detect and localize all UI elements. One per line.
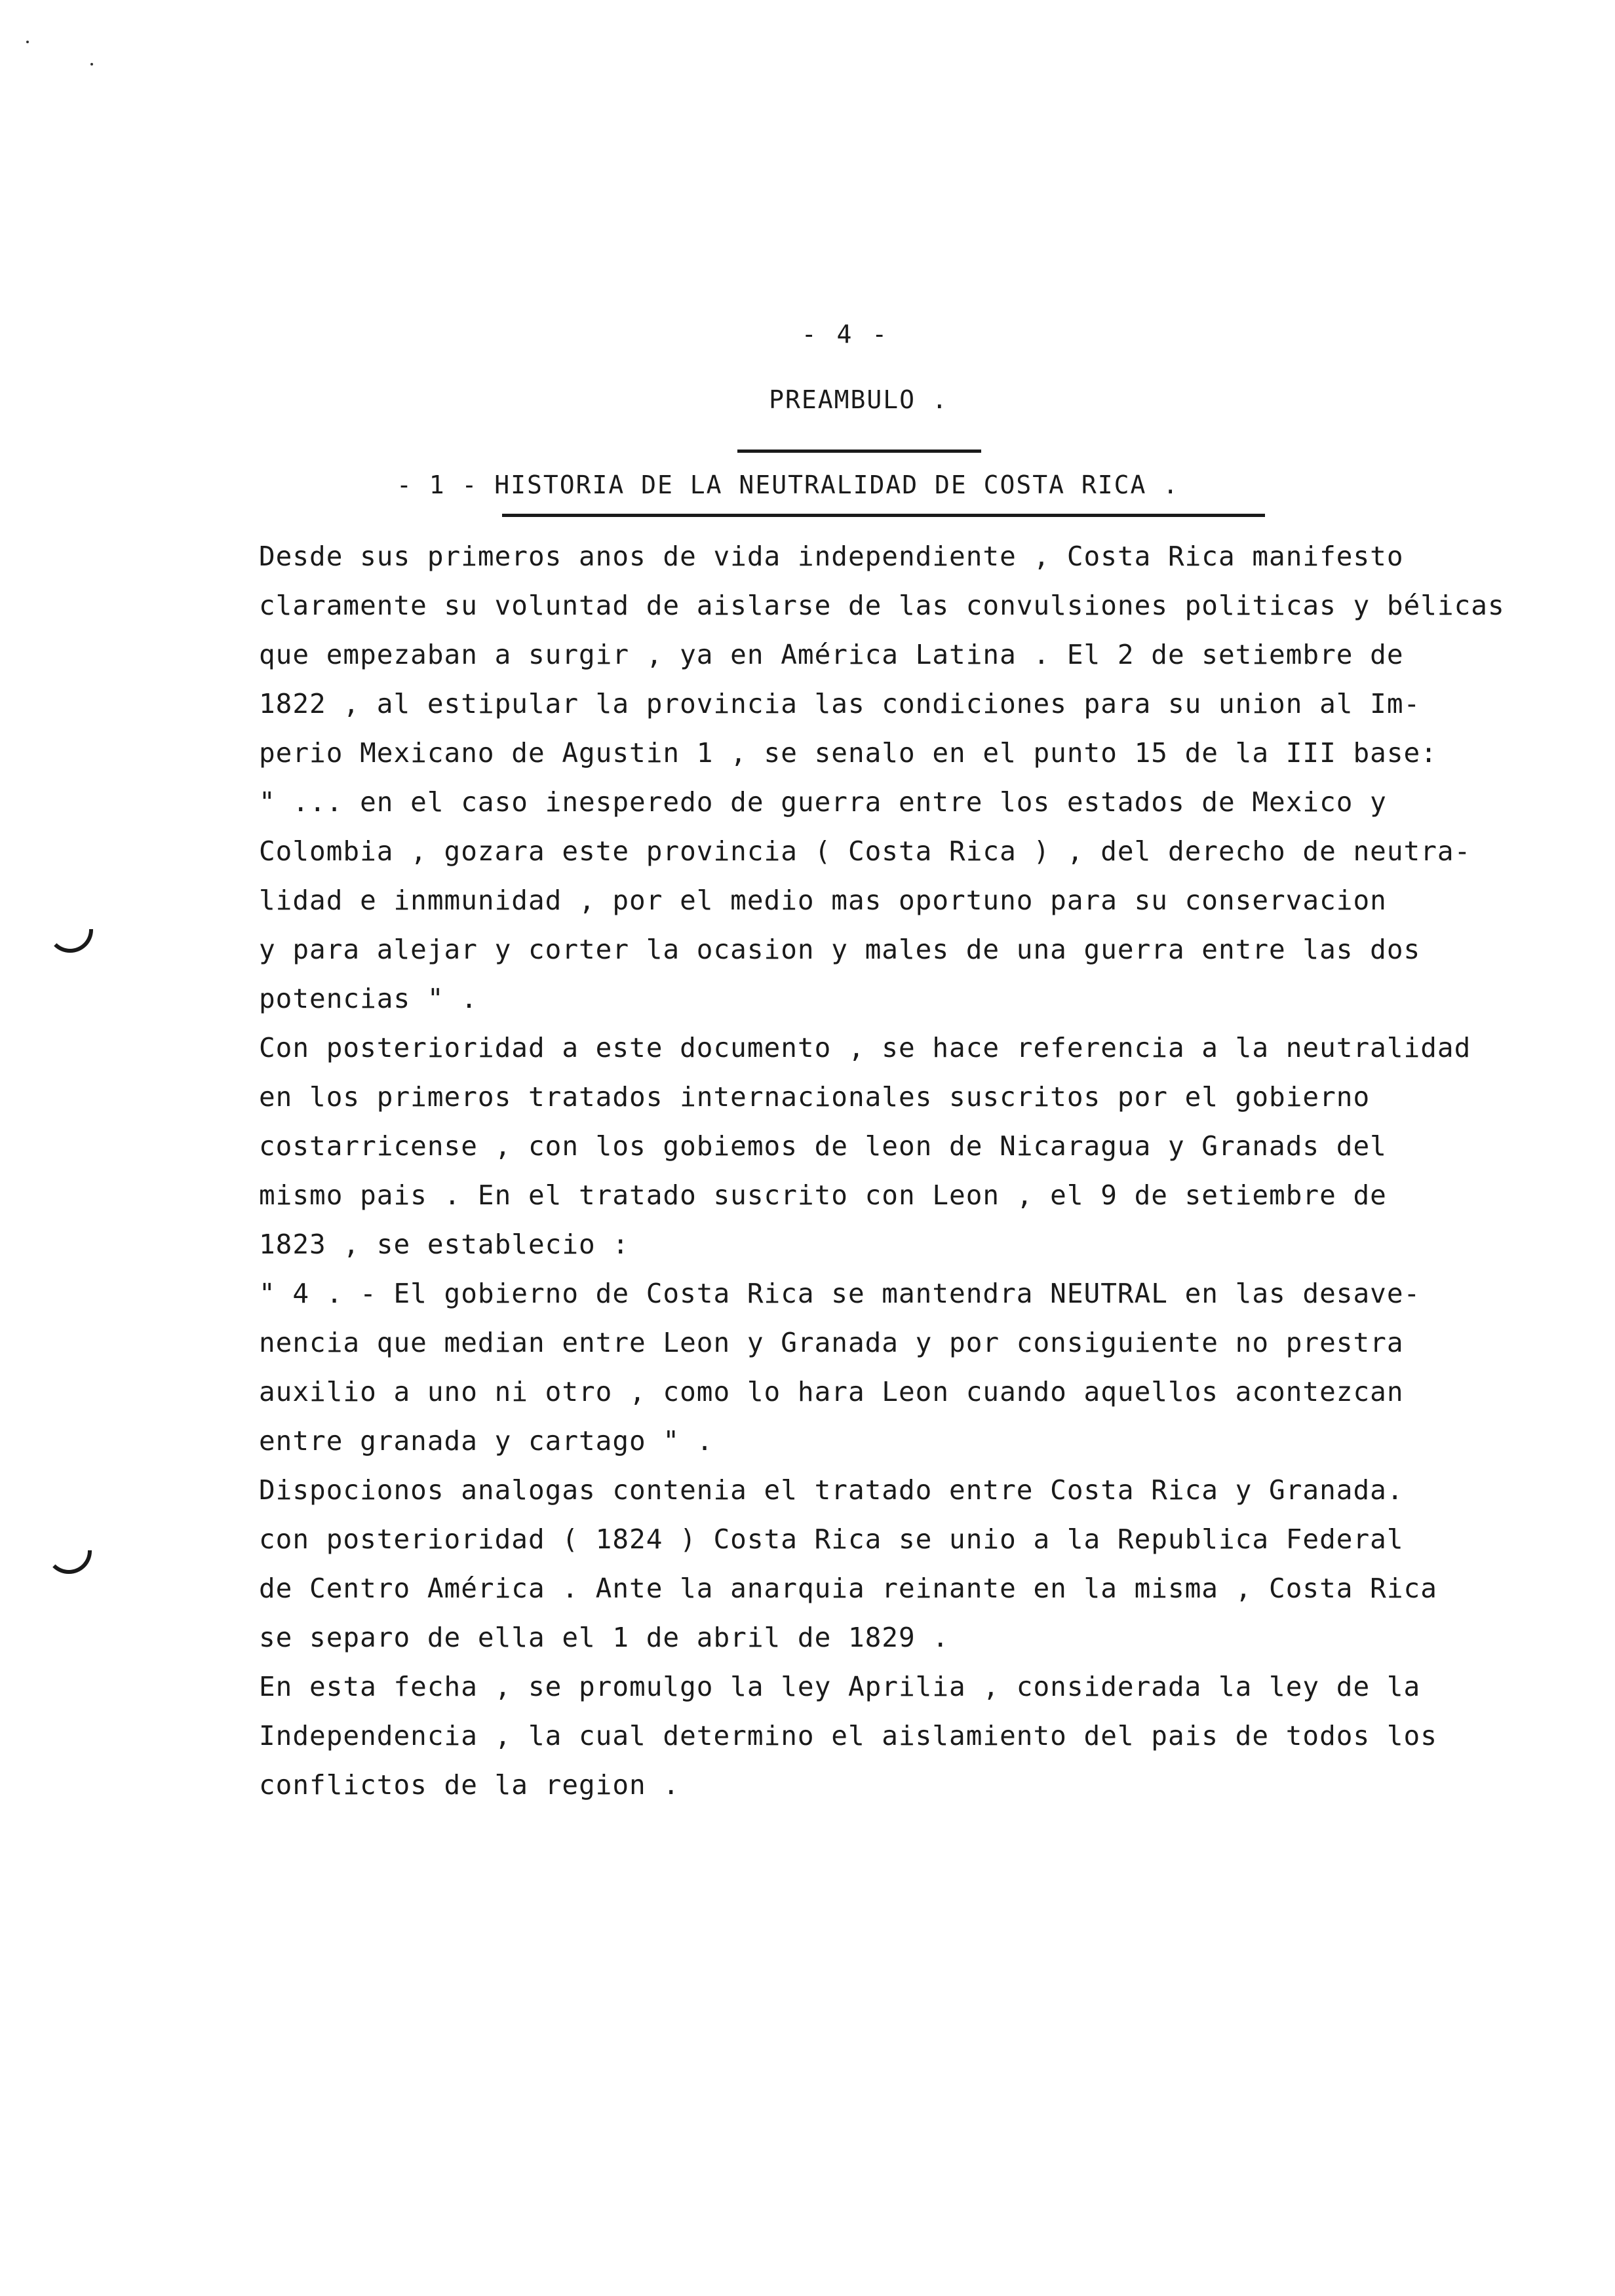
scan-speck	[26, 41, 29, 43]
body-line: Desde sus primeros anos de vida independiente , Costa Rica manifesto	[259, 541, 1404, 572]
body-line: lidad e inmmunidad , por el medio mas oportuno para su conservacion	[259, 885, 1387, 916]
body-line: perio Mexicano de Agustin 1 , se senalo en el punto 15 de la III base:	[259, 737, 1437, 769]
margin-hole-punch-mark	[47, 929, 93, 953]
body-line: 1822 , al estipular la provincia las condiciones para su union al Im-	[259, 688, 1421, 719]
body-line: con posterioridad ( 1824 ) Costa Rica se unio a la Republica Federal	[259, 1523, 1404, 1555]
body-line: Colombia , gozara este provincia ( Costa Rica ) , del derecho de neutra-	[259, 835, 1471, 867]
body-line: Dispocionos analogas contenia el tratado entre Costa Rica y Granada.	[259, 1474, 1404, 1506]
body-line: " ... en el caso inesperedo de guerra entre los estados de Mexico y	[259, 786, 1387, 818]
body-line: de Centro América . Ante la anarquia reinante en la misma , Costa Rica	[259, 1573, 1437, 1604]
margin-hole-punch-mark	[46, 1550, 92, 1574]
scan-speck	[90, 63, 93, 66]
preamble-title: PREAMBULO .	[769, 385, 948, 414]
body-line: claramente su voluntad de aislarse de las convulsiones politicas y bélicas	[259, 590, 1505, 621]
body-line: Independencia , la cual determino el aislamiento del pais de todos los	[259, 1720, 1437, 1751]
body-line: se separo de ella el 1 de abril de 1829 .	[259, 1622, 950, 1653]
body-line: Con posterioridad a este documento , se hace referencia a la neutralidad	[259, 1032, 1471, 1063]
body-line: potencias " .	[259, 983, 478, 1014]
section-heading-underline	[502, 514, 1265, 517]
body-text	[259, 532, 1570, 1810]
preamble-underline	[737, 450, 981, 453]
body-line: nencia que median entre Leon y Granada y por consiguiente no prestra	[259, 1327, 1404, 1358]
body-line: y para alejar y corter la ocasion y males de una guerra entre las dos	[259, 934, 1421, 965]
body-line: auxilio a uno ni otro , como lo hara Leon cuando aquellos acontezcan	[259, 1376, 1404, 1407]
page-number: - 4 -	[801, 320, 890, 349]
body-line: entre granada y cartago " .	[259, 1425, 714, 1457]
body-line: En esta fecha , se promulgo la ley Aprilia , considerada la ley de la	[259, 1671, 1421, 1702]
body-line: conflictos de la region .	[259, 1769, 680, 1801]
body-line: costarricense , con los gobiemos de leon de Nicaragua y Granads del	[259, 1130, 1387, 1162]
body-line: 1823 , se establecio :	[259, 1229, 630, 1260]
body-line: en los primeros tratados internacionales suscritos por el gobierno	[259, 1081, 1371, 1113]
body-line: mismo pais . En el tratado suscrito con Leon , el 9 de setiembre de	[259, 1179, 1387, 1211]
body-line: " 4 . - El gobierno de Costa Rica se mantendra NEUTRAL en las desave-	[259, 1278, 1421, 1309]
section-heading: - 1 - HISTORIA DE LA NEUTRALIDAD DE COSTA RICA .	[397, 470, 1180, 499]
body-line: que empezaban a surgir , ya en América Latina . El 2 de setiembre de	[259, 639, 1404, 670]
